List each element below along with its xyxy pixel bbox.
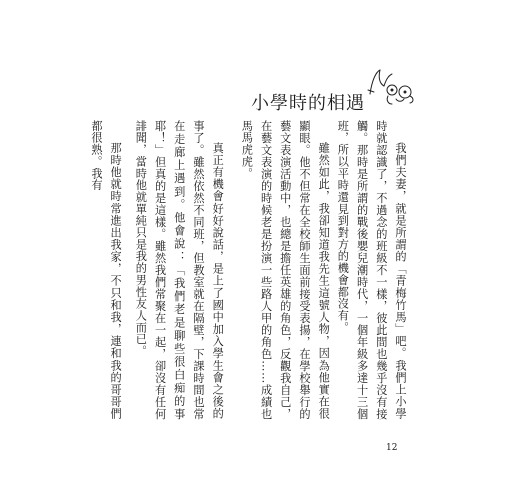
paragraph-1: 我們夫妻，就是所謂的「青梅竹馬」吧。我們上小學時就認識了，不過念的班級不一樣，彼此間也幾乎沒有接觸。那時是所謂的戰後嬰兒潮時代，一個年級多達十三個班，所以平時還見到對方的機會都沒有。 <box>336 120 407 420</box>
paragraph-3: 真正有機會好好說話，是上了國中加入學生會之後的事了。雖然依然不同班，但教室就在隔壁，下課時間也常在走廊上遇到。他會說：「我們老是聊些很白痴的事耶！」但真的是這樣。雖然我們常聚在一起，卻沒有任何誹聞，當時他就單純只是我的男性友人而已。 <box>134 120 225 420</box>
page-number: 12 <box>386 443 398 453</box>
body-text <box>81 120 410 420</box>
paragraph-2: 雖然如此，我卻知道我先生這號人物，因為他實在很顯眼。他不但常在全校師生面前接受表揚，在學校舉行的藝文表演活動中，也總是擔任英雄的角色，反觀我自己，在藝文表演的時候老是扮演一些路人甲的角色……成績也馬馬虎虎。 <box>240 120 331 420</box>
chapter-title: 小學時的相遇 <box>251 93 365 114</box>
paragraph-4: 那時他就時常進出我家，不只和我，連和我的哥哥們都很熟。我有 <box>89 120 123 420</box>
smiling-face-doodle-icon <box>362 66 422 108</box>
